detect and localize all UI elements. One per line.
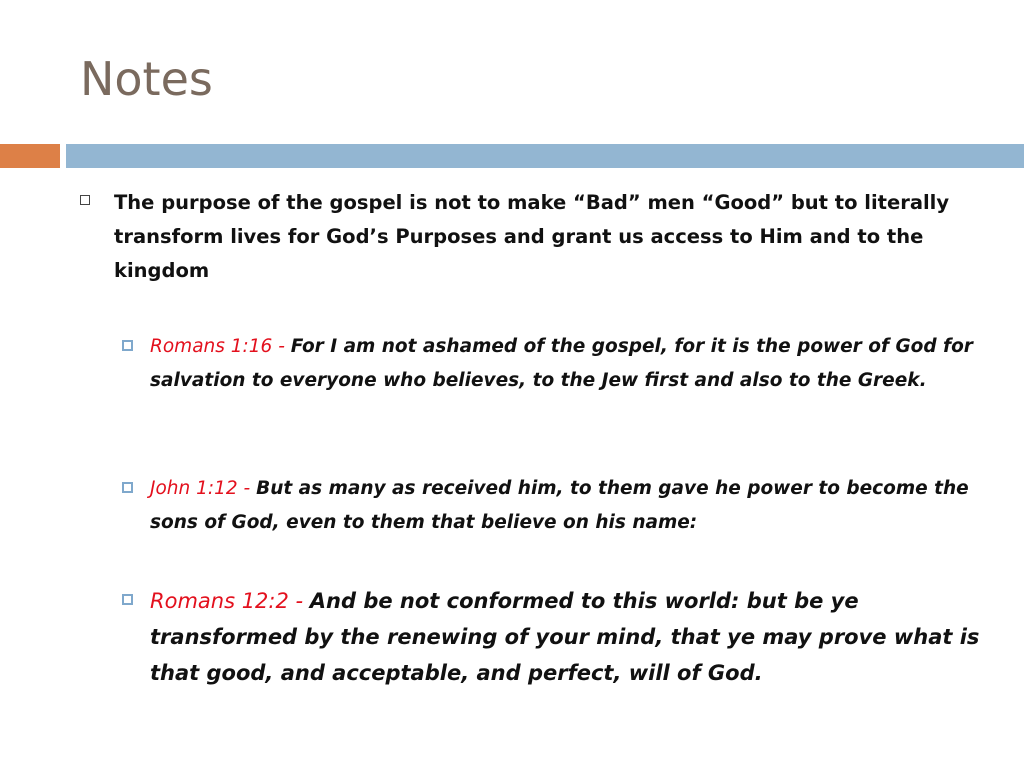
sub-bullet-content xyxy=(150,583,980,691)
hollow-square-bullet-icon xyxy=(80,186,114,288)
scripture-text: And be not conformed to this world: but be ye transformed by the renewing of your mind, that ye may prove what is that good, and acceptable, and perfect, will of God. xyxy=(150,589,980,685)
accent-bar-orange xyxy=(0,144,60,168)
scripture-text: For I am not ashamed of the gospel, for it is the power of God for salvation to everyone who believes, to the Jew first and also to the Greek. xyxy=(150,336,973,391)
scripture-reference: John 1:12 - xyxy=(150,478,257,499)
sub-bullet-romans-12-2 xyxy=(122,583,982,691)
scripture-text: But as many as received him, to them gave he power to become the sons of God, even to them that believe on his name: xyxy=(150,478,969,533)
scripture-reference: Romans 1:16 - xyxy=(150,336,291,357)
main-bullet xyxy=(80,186,980,288)
sub-bullet-romans-1-16 xyxy=(122,330,982,398)
sub-bullet-content xyxy=(150,330,980,398)
sub-bullet-content xyxy=(150,472,980,540)
slide-title: Notes xyxy=(80,52,213,106)
accent-bar-blue xyxy=(66,144,1024,168)
sub-bullet-john-1-12 xyxy=(122,472,982,540)
square-bullet-icon xyxy=(122,330,150,398)
scripture-reference: Romans 12:2 - xyxy=(150,589,310,613)
square-bullet-icon xyxy=(122,472,150,540)
square-bullet-icon xyxy=(122,583,150,691)
main-bullet-text: The purpose of the gospel is not to make “Bad” men “Good” but to literally transform lives for God’s Purposes and grant us access to Him and to the kingdom xyxy=(114,191,950,282)
